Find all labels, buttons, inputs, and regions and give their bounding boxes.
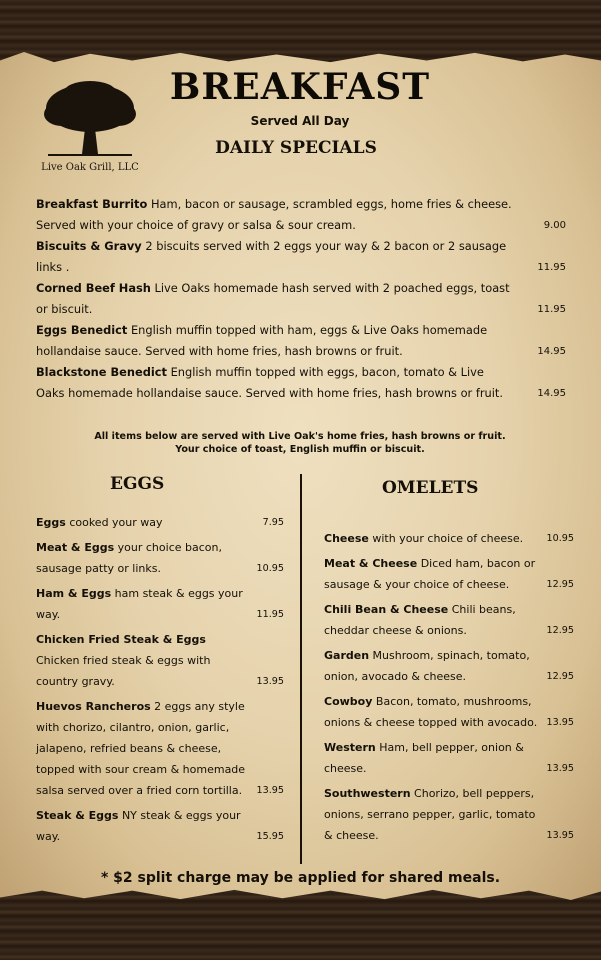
item-price: 12.95 [546, 671, 574, 682]
item-price: 13.95 [546, 830, 574, 841]
special-item [36, 278, 566, 320]
item-price: 9.00 [543, 220, 566, 231]
item-description: your choice bacon, sausage patty or links. [36, 541, 222, 575]
oak-tree-icon [42, 80, 138, 160]
item-price: 15.95 [256, 831, 284, 842]
page-title: BREAKFAST [169, 66, 431, 108]
specials-list [36, 194, 566, 404]
eggs-item [36, 512, 284, 533]
item-price: 14.95 [537, 346, 566, 357]
eggs-section-title: EGGS [110, 474, 165, 494]
item-name: Cheese [324, 532, 369, 545]
item-description: Live Oaks homemade hash served with 2 poached eggs, toast or biscuit. [36, 281, 510, 316]
item-name: Steak & Eggs [36, 809, 119, 822]
item-price: 13.95 [256, 676, 284, 687]
item-name: Western [324, 741, 376, 754]
item-price: 11.95 [256, 609, 284, 620]
item-description: 2 biscuits served with 2 eggs your way & 2 bacon or 2 sausage links . [36, 239, 507, 274]
item-description: Ham, bell pepper, onion & cheese. [324, 741, 524, 775]
item-price: 13.95 [546, 763, 574, 774]
logo [34, 80, 146, 173]
item-price: 7.95 [262, 517, 284, 528]
item-name: Huevos Rancheros [36, 700, 151, 713]
item-description: with your choice of cheese. [372, 532, 524, 545]
item-price: 14.95 [537, 388, 566, 399]
eggs-item [36, 537, 284, 579]
item-description: Diced ham, bacon or sausage & your choice of cheese. [324, 557, 536, 591]
item-price: 13.95 [546, 717, 574, 728]
omelets-section-title: OMELETS [382, 478, 479, 498]
item-description: Chicken fried steak & eggs with country gravy. [36, 654, 211, 688]
item-description: Ham, bacon or sausage, scrambled eggs, home fries & cheese. Served with your choice of gravy or salsa & sour cream. [36, 197, 512, 232]
item-description: English muffin topped with eggs, bacon, tomato & Live Oaks homemade hollandaise sauce. Served with home fries, hash browns or fruit. [36, 365, 504, 400]
item-description: cooked your way [69, 516, 163, 529]
item-price: 11.95 [537, 304, 566, 315]
page-subtitle: Served All Day [250, 114, 350, 128]
wood-background-bottom [0, 890, 601, 960]
item-price: 12.95 [546, 579, 574, 590]
item-price: 11.95 [537, 262, 566, 273]
omelet-item [324, 691, 574, 733]
item-name: Biscuits & Gravy [36, 239, 142, 253]
item-name: Cowboy [324, 695, 373, 708]
served-with-note [60, 430, 540, 456]
item-description: Mushroom, spinach, tomato, onion, avocado & cheese. [324, 649, 530, 683]
column-divider [300, 474, 302, 864]
omelet-item [324, 528, 574, 549]
item-price: 13.95 [256, 785, 284, 796]
item-name: Corned Beef Hash [36, 281, 151, 295]
wood-background-top [0, 0, 601, 60]
eggs-item [36, 583, 284, 625]
omelet-item [324, 737, 574, 779]
item-name: Chicken Fried Steak & Eggs [36, 633, 206, 646]
omelet-item [324, 783, 574, 846]
special-item [36, 236, 566, 278]
omelet-item [324, 553, 574, 595]
item-description: NY steak & eggs your way. [36, 809, 241, 843]
item-name: Southwestern [324, 787, 411, 800]
note-line: All items below are served with Live Oak's home fries, hash browns or fruit. [94, 431, 506, 442]
omelet-item [324, 645, 574, 687]
item-price: 10.95 [256, 563, 284, 574]
item-name: Eggs [36, 516, 66, 529]
item-description: Chili beans, cheddar cheese & onions. [324, 603, 516, 637]
item-name: Ham & Eggs [36, 587, 112, 600]
eggs-item [36, 696, 284, 801]
note-line: Your choice of toast, English muffin or biscuit. [175, 444, 425, 455]
item-description: 2 eggs any style with chorizo, cilantro, onion, garlic, jalapeno, refried beans & cheese, topped with sour cream & homemade salsa served over a fried corn tortilla. [36, 700, 246, 797]
eggs-item [36, 629, 284, 692]
item-price: 12.95 [546, 625, 574, 636]
split-charge-note: * $2 split charge may be applied for shared meals. [100, 870, 501, 886]
eggs-list [36, 512, 284, 851]
special-item [36, 194, 566, 236]
item-description: ham steak & eggs your way. [36, 587, 243, 621]
omelet-item [324, 599, 574, 641]
item-name: Breakfast Burrito [36, 197, 148, 211]
item-price: 10.95 [546, 533, 574, 544]
item-description: Chorizo, bell peppers, onions, serrano pepper, garlic, tomato & cheese. [324, 787, 536, 842]
item-description: English muffin topped with ham, eggs & Live Oaks homemade hollandaise sauce. Served with home fries, hash browns or fruit. [36, 323, 488, 358]
item-name: Blackstone Benedict [36, 365, 167, 379]
item-name: Chili Bean & Cheese [324, 603, 449, 616]
special-item [36, 320, 566, 362]
item-name: Garden [324, 649, 370, 662]
item-description: Bacon, tomato, mushrooms, onions & cheese topped with avocado. [324, 695, 538, 729]
eggs-item [36, 805, 284, 847]
special-item [36, 362, 566, 404]
specials-title: DAILY SPECIALS [215, 138, 377, 158]
logo-name: Live Oak Grill, LLC [41, 162, 139, 173]
item-name: Meat & Eggs [36, 541, 115, 554]
item-name: Meat & Cheese [324, 557, 418, 570]
item-name: Eggs Benedict [36, 323, 128, 337]
omelets-list [324, 528, 574, 850]
